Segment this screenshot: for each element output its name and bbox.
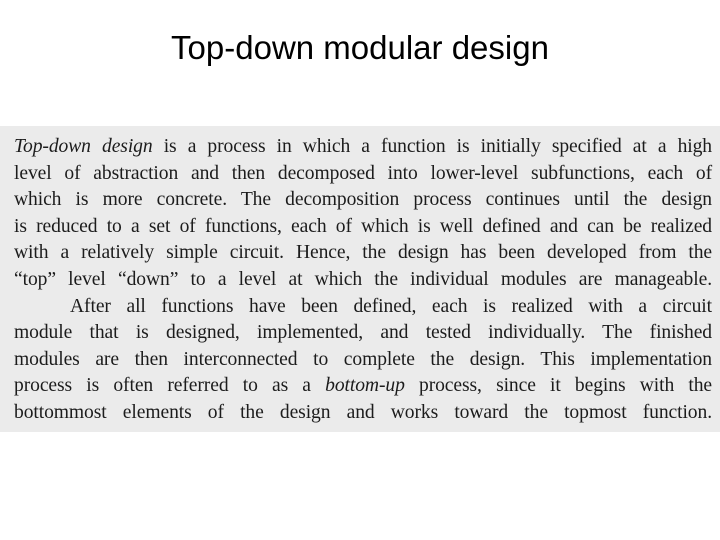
paragraph-top-down xyxy=(14,134,712,294)
text-fragment: process is often referred to as a xyxy=(14,375,326,397)
text-line: module that is designed, implemented, and tested individually. The finished xyxy=(14,322,712,344)
scanned-text-passage xyxy=(0,126,720,432)
text-line: level of abstraction and then decomposed into lower-level subfunctions, each of xyxy=(14,162,712,184)
emphasis-bottom-up: bottom-up xyxy=(325,375,405,397)
text-line: bottommost elements of the design and works toward the topmost function. xyxy=(14,401,712,423)
text-line xyxy=(14,373,712,400)
text-fragment: process, since it begins with the xyxy=(404,375,712,397)
paragraph-bottom-up xyxy=(14,294,712,427)
text-line: After all functions have been defined, each is realized with a circuit xyxy=(70,295,712,317)
text-line: modules are then interconnected to complete the design. This implementation xyxy=(14,348,712,370)
emphasis-top-down-design: Top-down design xyxy=(14,136,153,157)
text-line: “top” level “down” to a level at which the individual modules are manageable. xyxy=(14,268,712,290)
text-line xyxy=(14,134,712,161)
text-fragment: is a process in which a function is initially specified at a high xyxy=(152,136,712,157)
text-line: which is more concrete. The decomposition process continues until the design xyxy=(14,189,712,211)
text-line: with a relatively simple circuit. Hence, the design has been developed from the xyxy=(14,242,712,264)
slide-title: Top-down modular design xyxy=(171,29,549,66)
text-line: is reduced to a set of functions, each of which is well defined and can be realized xyxy=(14,215,712,237)
